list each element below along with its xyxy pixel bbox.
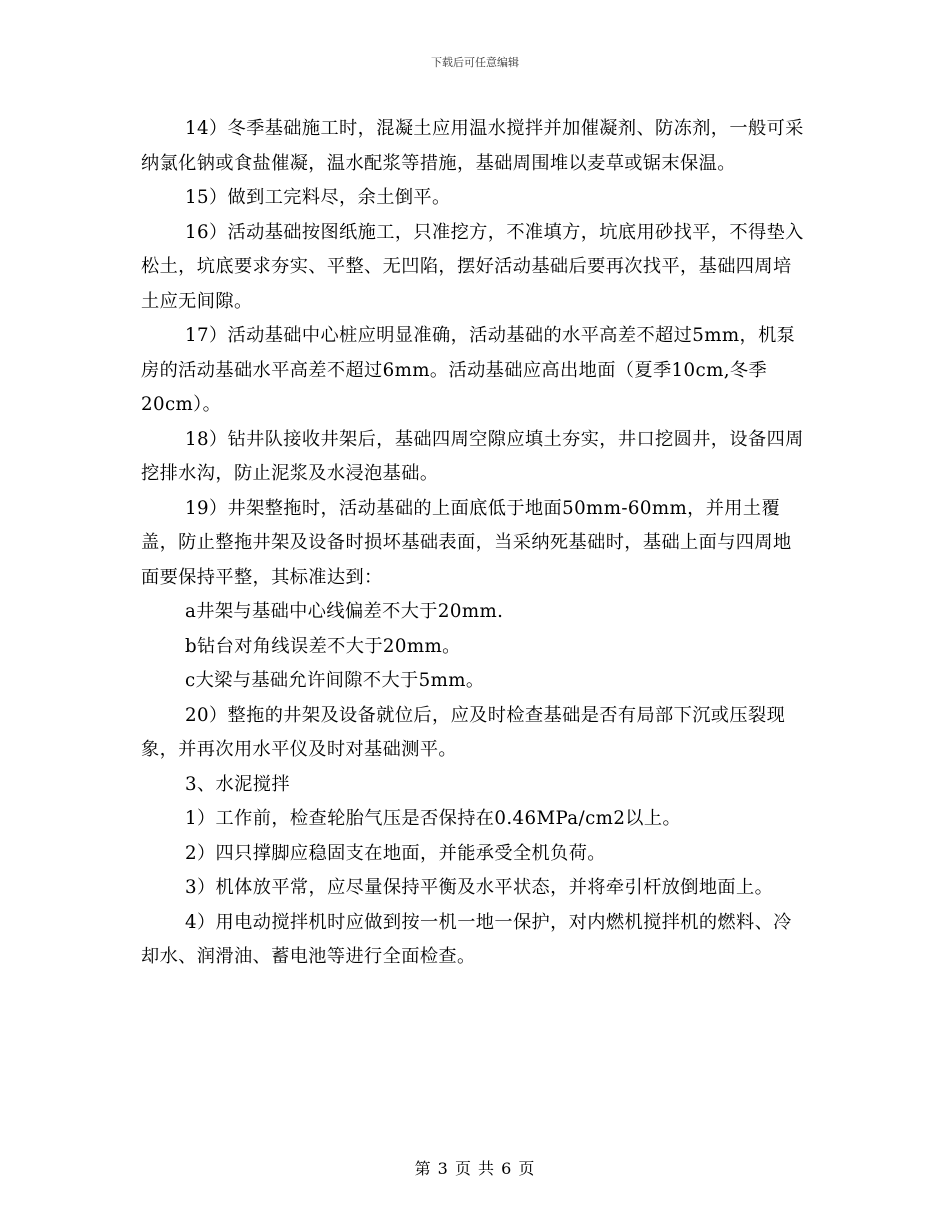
page-header: 下载后可任意编辑 — [431, 56, 519, 69]
mixing-item-1: 1）工作前，检查轮胎气压是否保持在0.46MPa/cm2以上。 — [185, 808, 682, 829]
list-item-a: a井架与基础中心线偏差不大于20mm. — [185, 601, 504, 622]
paragraph-18: 18）钻井队接收井架后，基础四周空隙应填土夯实，井口挖圆井，设备四周挖排水沟，防止泥浆及水浸泡基础。 — [141, 428, 804, 484]
paragraph-20: 20）整拖的井架及设备就位后，应及时检查基础是否有局部下沉或压裂现象，并再次用水平仪及时对基础测平。 — [141, 704, 786, 760]
mixing-item-4: 4）用电动搅拌机时应做到按一机一地一保护，对内燃机搅拌机的燃料、冷却水、润滑油、蓄电池等进行全面检查。 — [141, 911, 792, 967]
document-body — [141, 112, 809, 975]
section-heading-cement-mixing: 3、水泥搅拌 — [185, 773, 290, 795]
paragraph-15: 15）做到工完料尽，余土倒平。 — [185, 187, 451, 208]
paragraph-19: 19）井架整拖时，活动基础的上面底低于地面50mm-60mm，并用土覆盖，防止整拖井架及设备时损坏基础表面，当采纳死基础时，基础上面与四周地面要保持平整，其标准达到： — [141, 497, 792, 588]
page-footer: 第 3 页 共 6 页 — [414, 1159, 536, 1178]
paragraph-14: 14）冬季基础施工时，混凝土应用温水搅拌并加催凝剂、防冻剂，一般可采纳氯化钠或食盐催凝，温水配浆等措施，基础周围堆以麦草或锯末保温。 — [141, 118, 804, 174]
paragraph-17: 17）活动基础中心桩应明显准确，活动基础的水平高差不超过5mm，机泵房的活动基础水平高差不超过6mm。活动基础应高出地面（夏季10cm,冬季20cm）。 — [141, 325, 796, 415]
paragraph-16: 16）活动基础按图纸施工，只准挖方，不准填方，坑底用砂找平，不得垫入松土，坑底要求夯实、平整、无凹陷，摆好活动基础后要再次找平，基础四周培土应无间隙。 — [141, 221, 804, 312]
mixing-item-2: 2）四只撑脚应稳固支在地面，并能承受全机负荷。 — [185, 842, 606, 864]
list-item-c: c大梁与基础允许间隙不大于5mm。 — [185, 670, 485, 691]
mixing-item-3: 3）机体放平常，应尽量保持平衡及水平状态，并将牵引杆放倒地面上。 — [185, 877, 774, 898]
list-item-b: b钻台对角线误差不大于20mm。 — [185, 635, 461, 657]
